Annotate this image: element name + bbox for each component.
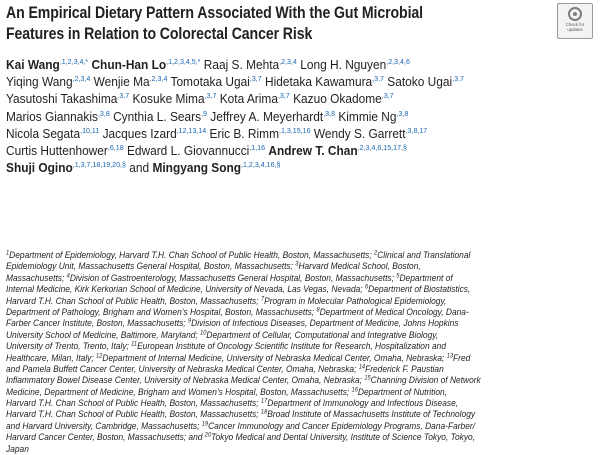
affiliation-text: Inflammatory Bowel Disease Center, University of Nebraska Medical Center, Omaha, Nebraska;: [6, 375, 365, 387]
author-name: Edward L. Giovannucci: [126, 143, 250, 158]
affiliation-text: European Institute of Oncology Scientific Institute for Research, Hospitalization and: [137, 341, 446, 353]
author-name: Tomotaka Ugai: [170, 75, 250, 90]
author: [103, 127, 210, 141]
author-affiliation-marks: ,10,11: [80, 125, 100, 135]
author-affiliation-marks: ,1,16: [249, 142, 266, 152]
author-affiliation-marks: ,1,2,3,4,*: [59, 57, 89, 66]
affiliation-number: 6: [364, 283, 369, 291]
paper-header: [6, 0, 596, 455]
affiliation-line: [6, 353, 597, 364]
author-name: Hidetaka Kawamura: [265, 75, 373, 90]
affiliation-number: 20: [204, 431, 212, 439]
author-affiliation-marks: ,3,7: [204, 91, 217, 101]
author-name: Long H. Nguyen: [300, 58, 387, 72]
author-name: Kosuke Mima: [132, 92, 205, 107]
affiliation-number: 9: [187, 317, 192, 325]
author-affiliation-marks: ,3,7: [372, 74, 384, 84]
author-line: [6, 57, 582, 74]
affiliation-text: Department of Internal Medicine, University of Nebraska Medical Center, Omaha, Nebraska;: [102, 352, 447, 364]
affiliation-number: 2: [374, 249, 378, 257]
affiliation-line: [6, 387, 597, 398]
affiliation-text: University School of Medicine, Baltimore, Maryland;: [6, 329, 201, 341]
affiliation-number: 8: [316, 306, 320, 314]
author-affiliation-marks: ,3,7: [249, 74, 262, 84]
affiliation-text: Japan: [6, 443, 29, 455]
author-line: [6, 126, 582, 143]
author-line: [6, 74, 582, 91]
author-name: Kimmie Ng: [338, 109, 397, 124]
affiliation-number: 17: [260, 397, 268, 405]
author-conjunction: and: [125, 161, 153, 176]
author-affiliation-marks: ,1,3,15,16: [278, 125, 311, 135]
affiliation-line: [6, 318, 597, 329]
affiliation-text: and Pamela Buffett Cancer Center, University of Nebraska Medical Center, Omaha, Nebraska;: [6, 363, 359, 375]
title-line: Features in Relation to Colorectal Cancer Risk: [6, 25, 313, 43]
author-affiliation-marks: ,2,3,4: [72, 74, 91, 84]
affiliation-text: Department of Medical Oncology, Dana-: [319, 306, 469, 318]
author: [6, 58, 91, 72]
affiliation-text: Epidemiology Unit, Massachusetts General Hospital, Boston, Massachusetts;: [6, 261, 296, 273]
author-name: Kota Arima: [219, 92, 278, 107]
affiliation-number: 4: [66, 272, 70, 280]
affiliation-text: Harvard T.H. Chan School of Public Health, Boston, Massachusetts;: [6, 409, 261, 421]
author: [170, 75, 265, 89]
author-affiliation-marks: ,3,7: [452, 74, 464, 84]
affiliation-text: Farber Cancer Institute, Boston, Massachusetts;: [6, 318, 188, 330]
author-affiliation-marks: ,3,7: [277, 91, 290, 101]
affiliation-text: Harvard Cancer Center, Boston, Massachusetts; and: [6, 432, 205, 444]
author: [338, 110, 408, 124]
author: [210, 110, 338, 124]
affiliation-number: 7: [260, 295, 265, 303]
author-name: Wenjie Ma: [93, 75, 150, 90]
author-name: Satoko Ugai: [387, 75, 453, 90]
author: [268, 144, 407, 158]
author: [300, 58, 410, 72]
author: [127, 144, 268, 158]
affiliation-line: [6, 421, 597, 432]
check-for-updates-badge[interactable]: [557, 3, 593, 39]
author-line: [6, 143, 582, 160]
affiliation-number: 18: [260, 408, 268, 416]
affiliation-text: University of Trento, Trento, Italy;: [6, 341, 132, 353]
author-name: Kazuo Okadome: [293, 92, 382, 107]
author-affiliation-marks: ,1,3,7,18,19,20,§: [72, 160, 126, 170]
author: [6, 127, 103, 141]
author-affiliation-marks: ,3,7: [117, 91, 130, 101]
affiliation-line: [6, 250, 597, 261]
affiliation-number: 3: [295, 260, 299, 268]
affiliation-number: 19: [201, 420, 209, 428]
affiliation-line: [6, 284, 597, 295]
author: [6, 161, 152, 175]
author: [314, 127, 427, 141]
author: [204, 58, 300, 72]
author: [113, 110, 210, 124]
author: [6, 92, 132, 106]
affiliation-line: [6, 261, 597, 272]
affiliation-line: [6, 273, 597, 284]
author-list: [6, 57, 582, 177]
affiliation-number: 13: [446, 352, 454, 360]
affiliation-text: Division of Infectious Diseases, Department of Medicine, Johns Hopkins: [191, 318, 459, 330]
affiliation-text: Department of Cellular, Computational and Integrative Biology,: [206, 329, 439, 341]
author: [91, 58, 203, 72]
author-name: Curtis Huttenhower: [6, 143, 108, 158]
affiliation-text: Department of Pathology, Brigham and Women’s Hospital, Boston, Massachusetts;: [6, 306, 317, 318]
author-name: Shuji Ogino: [6, 161, 73, 176]
author-affiliation-marks: ,2,3,4: [279, 57, 297, 66]
author-name: Wendy S. Garrett: [313, 126, 406, 141]
affiliation-number: 12: [96, 352, 103, 360]
affiliation-text: Department of Epidemiology, Harvard T.H. Chan School of Public Health, Boston, Massachusetts;: [9, 250, 375, 261]
affiliation-text: Massachusetts;: [6, 272, 67, 284]
author-affiliation-marks: ,3,7: [381, 91, 394, 101]
author-affiliation-marks: ,12,13,14: [176, 125, 207, 135]
affiliation-text: Tokyo Medical and Dental University, Institute of Science Tokyo, Tokyo,: [211, 432, 476, 444]
affiliation-text: Broad Institute of Massachusetts Institute of Technology: [267, 409, 476, 421]
badge-label-1: Check for: [565, 22, 585, 27]
author-name: Kai Wang: [6, 58, 60, 72]
affiliation-line: [6, 296, 597, 307]
affiliation-text: Harvard Medical School, Boston,: [298, 261, 421, 273]
author-line: [6, 160, 582, 177]
author-name: Cynthia L. Sears: [113, 109, 202, 124]
affiliation-line: [6, 364, 597, 375]
affiliation-text: Healthcare, Milan, Italy;: [6, 352, 97, 364]
affiliation-line: [6, 307, 597, 318]
author-affiliation-marks: ,2,3,4,6,15,17,§: [357, 142, 407, 152]
affiliation-text: Clinical and Translational: [377, 250, 471, 261]
affiliation-text: Frederick F. Paustian: [365, 363, 444, 375]
author: [6, 144, 127, 158]
author-affiliation-marks: ,3,8: [396, 108, 409, 118]
author-name: Mingyang Song: [152, 161, 242, 176]
author-name: Raaj S. Mehta: [203, 58, 280, 72]
affiliation-text: Fred: [453, 352, 471, 364]
affiliation-text: and Harvard University, Cambridge, Massachusetts;: [6, 420, 202, 432]
affiliation-text: Channing Division of Network: [370, 375, 481, 387]
affiliation-text: Medicine, Department of Medicine, Brigham and Women’s Hospital, Boston, Massachusetts;: [6, 386, 352, 398]
badge-label-2: updates: [567, 27, 583, 32]
author-affiliation-marks: ,2,3,4: [149, 74, 168, 84]
affiliation-number: 5: [396, 272, 400, 280]
affiliation-text: Cancer Immunology and Cancer Epidemiology Programs, Dana-Farber/: [208, 420, 476, 432]
affiliation-number: 10: [200, 329, 207, 337]
affiliation-list: [6, 250, 597, 455]
affiliation-text: Department of Nutrition,: [357, 386, 448, 398]
title-line: An Empirical Dietary Pattern Associated With the Gut Microbial: [6, 4, 423, 22]
author-name: Yasutoshi Takashima: [6, 92, 118, 107]
affiliation-number: 1: [6, 249, 10, 257]
affiliation-number: 15: [364, 374, 371, 382]
author-affiliation-marks: ,2,3,4,6: [386, 57, 410, 66]
author-affiliation-marks: ,3,8: [323, 108, 336, 118]
author: [210, 127, 314, 141]
author: [152, 161, 280, 175]
affiliation-line: [6, 444, 597, 455]
affiliation-number: 11: [131, 340, 138, 348]
affiliation-line: [6, 330, 597, 341]
affiliation-text: Program in Molecular Pathological Epidemiology,: [264, 295, 447, 307]
author-affiliation-marks: ,1,2,3,4,5,*: [166, 57, 201, 66]
author: [293, 92, 393, 106]
affiliation-text: Department of Biostatistics,: [368, 284, 471, 296]
author-name: Eric B. Rimm: [209, 126, 279, 141]
author: [6, 75, 94, 89]
author: [6, 110, 113, 124]
author: [220, 92, 293, 106]
affiliation-line: [6, 432, 597, 443]
affiliation-text: Harvard T.H. Chan School of Public Health, Boston, Massachusetts;: [6, 295, 261, 307]
author-affiliation-marks: ,3,8,17: [405, 125, 428, 135]
author-name: Jacques Izard: [102, 126, 177, 141]
author-name: Andrew T. Chan: [268, 143, 358, 158]
author: [132, 92, 219, 106]
affiliation-line: [6, 341, 597, 352]
author-affiliation-marks: ,9: [201, 108, 207, 118]
author: [94, 75, 171, 89]
author-line: [6, 91, 582, 108]
affiliation-number: 16: [351, 386, 358, 394]
paper-title: [6, 3, 462, 45]
author-name: Nicola Segata: [6, 126, 81, 141]
affiliation-text: Division of Gastroenterology, Massachusetts General Hospital, Boston, Massachusetts;: [69, 272, 397, 284]
author-name: Jeffrey A. Meyerhardt: [210, 109, 324, 124]
crossmark-icon: [568, 7, 582, 21]
author-affiliation-marks: ,3,8: [97, 108, 110, 118]
affiliation-line: [6, 409, 597, 420]
affiliation-line: [6, 375, 597, 386]
affiliation-text: Internal Medicine, Kirk Kerkorian School of Medicine, University of Nevada, Las Vegas, Nevada;: [6, 284, 365, 296]
author-name: Yiqing Wang: [6, 75, 73, 90]
author-affiliation-marks: ,6,18: [107, 142, 124, 152]
affiliation-text: Harvard T.H. Chan School of Public Health, Boston, Massachusetts;: [6, 398, 261, 410]
author-affiliation-marks: ,1,2,3,4,16,§: [241, 160, 281, 170]
author-name: Chun-Han Lo: [91, 58, 167, 72]
affiliation-text: Department of: [399, 272, 453, 284]
author: [387, 75, 464, 89]
author-name: Marios Giannakis: [6, 109, 98, 124]
affiliation-number: 14: [358, 363, 366, 371]
affiliation-text: Department of Immunology and Infectious Disease,: [267, 398, 459, 410]
author-line: [6, 109, 582, 126]
author: [265, 75, 387, 89]
